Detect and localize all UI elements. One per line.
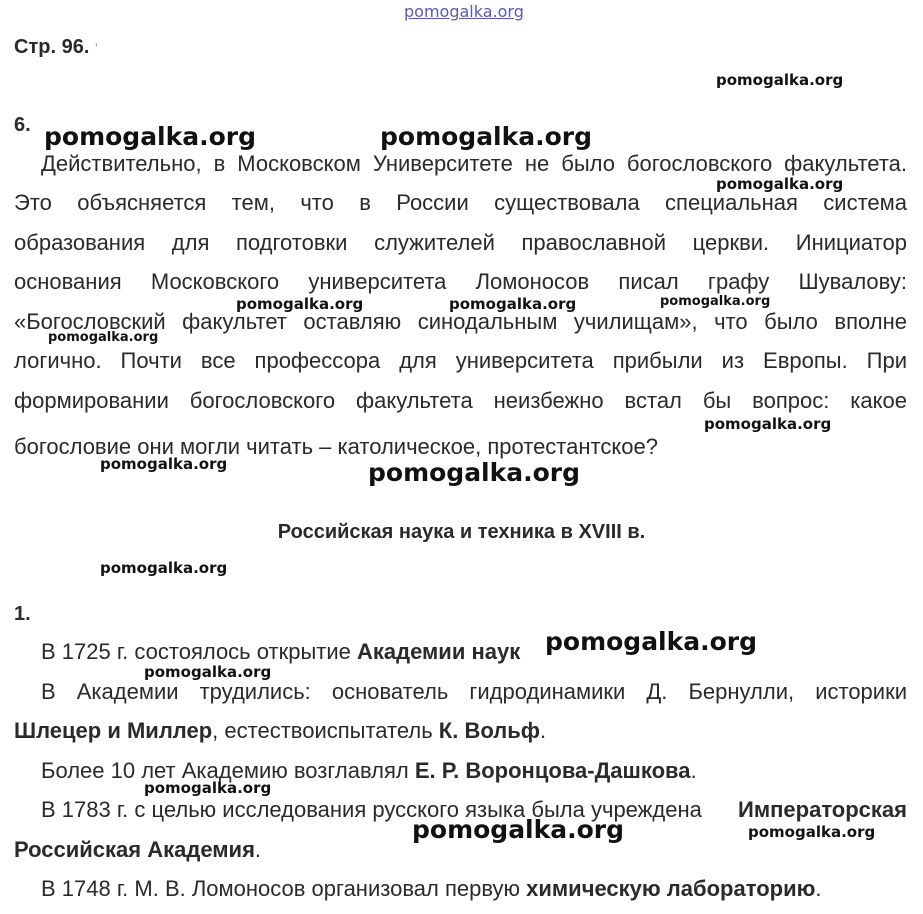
text: .	[254, 837, 262, 862]
text: В 1783 г. с целью исследования русского языка была учреждена	[41, 797, 702, 822]
section-number: 6.	[14, 114, 31, 136]
paragraph-line: формировании богословского факультета неизбежно встал бы вопрос: какое	[14, 388, 907, 413]
watermark: pomogalka.org	[748, 823, 876, 841]
text: .	[539, 718, 547, 743]
bold-text: Императорская	[738, 797, 907, 822]
paragraph-line: основания Московского университета Ломоносов писал графу Шувалову:	[14, 269, 907, 294]
page-label-text: Стр. 96.	[14, 36, 90, 58]
watermark: pomogalka.org	[716, 71, 844, 89]
bold-text: химическую лабораторию	[526, 876, 816, 901]
paragraph-line: логично. Почти все профессора для университета прибыли из Европы. При	[14, 348, 907, 373]
watermark: pomogalka.org	[44, 122, 257, 151]
watermark: pomogalka.org	[449, 295, 577, 313]
watermark: pomogalka.org	[100, 455, 228, 473]
tick-mark: '	[94, 40, 98, 56]
watermark: pomogalka.org	[100, 559, 228, 577]
bold-text: К. Вольф	[438, 718, 540, 743]
watermark: pomogalka.org	[716, 175, 844, 193]
section-heading: Российская наука и техника в XVIII в.	[277, 521, 646, 543]
watermark: pomogalka.org	[704, 415, 832, 433]
paragraph-line: богословие они могли читать – католическое, протестантское?	[14, 434, 658, 459]
paragraph-line: В Академии трудились: основатель гидродинамики Д. Бернулли, историки	[41, 679, 907, 704]
text: .	[690, 758, 697, 783]
paragraph-line: Это объясняется тем, что в России существовала специальная система	[14, 190, 907, 215]
paragraph-line: «Богословский факультет оставляю синодальным училищам», что было вполне	[14, 309, 907, 334]
paragraph-line: образования для подготовки служителей православной церкви. Инициатор	[14, 230, 907, 255]
text: В 1725 г. состоялось открытие	[41, 639, 357, 664]
text: Более 10 лет Академию возглавлял	[41, 758, 415, 783]
watermark: pomogalka.org	[144, 779, 272, 797]
text: , естествоиспытатель	[212, 718, 439, 743]
paragraph-line: Действительно, в Московском Университете не было богословского факультета.	[41, 151, 907, 176]
paragraph-line	[14, 837, 907, 863]
paragraph-line	[14, 718, 907, 744]
watermark: pomogalka.org	[545, 627, 758, 656]
watermark: pomogalka.org	[48, 330, 159, 345]
section-number: 1.	[14, 603, 31, 625]
watermark: pomogalka.org	[660, 294, 771, 309]
bold-text: Российская Академия	[14, 837, 255, 862]
text: В 1748 г. М. В. Ломоносов организовал первую	[41, 876, 527, 901]
bold-text: Е. Р. Воронцова-Дашкова	[414, 758, 691, 783]
watermark: pomogalka.org	[412, 815, 625, 844]
bold-text: Шлецер и Миллер	[14, 718, 213, 743]
paragraph-line	[41, 639, 907, 665]
page-label	[14, 34, 907, 61]
watermark: pomogalka.org	[380, 122, 593, 151]
watermark: pomogalka.org	[368, 458, 581, 487]
watermark: pomogalka.org	[144, 663, 272, 681]
watermark-top: pomogalka.org	[404, 2, 524, 21]
text: .	[815, 876, 822, 901]
paragraph-line	[41, 876, 907, 902]
bold-text: Академии наук	[356, 639, 521, 664]
watermark: pomogalka.org	[236, 295, 364, 313]
